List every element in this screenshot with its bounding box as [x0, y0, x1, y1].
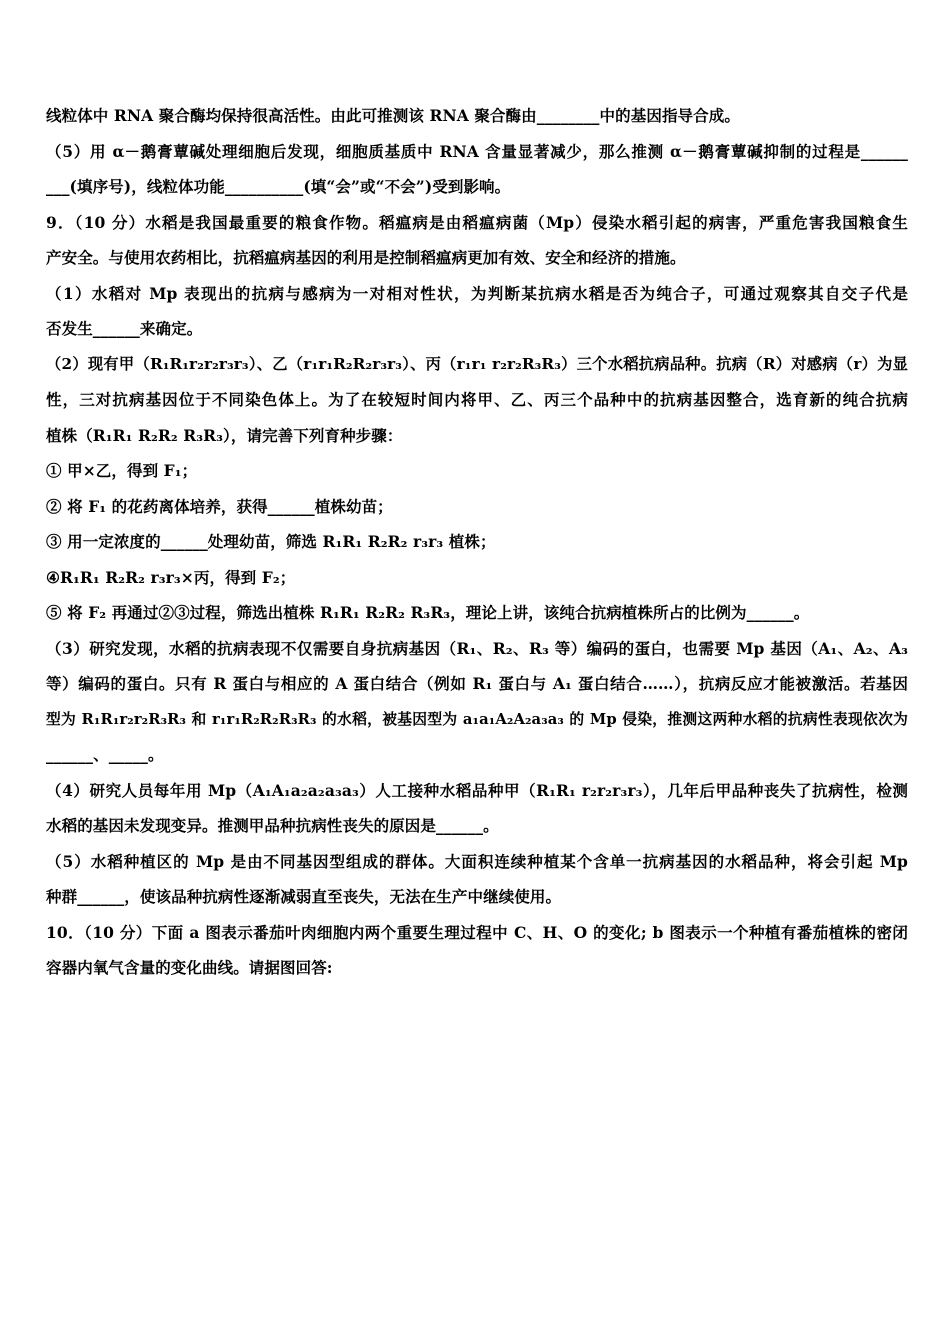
- step-line: ② 将 F₁ 的花药离体培养，获得______植株幼苗；: [46, 496, 393, 516]
- text-line: （2）现有甲（R₁R₁r₂r₂r₃r₃）、乙（r₁r₁R₂R₂r₃r₃）、丙（r₁r₁ r₂r₂R₃R₃）三个水稻抗病品种。抗病（R）对感病（r）为显: [46, 354, 908, 373]
- step-line: ⑤ 将 F₂ 再通过②③过程，筛选出植株 R₁R₁ R₂R₂ R₃R₃，理论上讲，该纯合抗病植株所占的比例为______。: [46, 603, 810, 622]
- text-line: （3）研究发现，水稻的抗病表现不仅需要自身抗病基因（R₁、R₂、R₃ 等）编码的蛋白，也需要 Mp 基因（A₁、A₂、A₃: [46, 638, 908, 658]
- text-line: 等）编码的蛋白。只有 R 蛋白与相应的 A 蛋白结合（例如 R₁ 蛋白与 A₁ 蛋白结合……），抗病反应才能被激活。若基因: [46, 674, 908, 693]
- text-line: 性，三对抗病基因位于不同染色体上。为了在较短时间内将甲、乙、丙三个品种中的抗病基因整合，选育新的纯合抗病: [46, 390, 908, 409]
- question-9-line: 9．（10 分）水稻是我国最重要的粮食作物。稻瘟病是由稻瘟病菌（Mp）侵染水稻引起的病害，严重危害我国粮食生: [46, 212, 908, 232]
- text-line: 水稻的基因未发现变异。推测甲品种抗病性丧失的原因是______。: [46, 816, 499, 835]
- text-line: 植株（R₁R₁ R₂R₂ R₃R₃），请完善下列育种步骤：: [46, 425, 403, 445]
- step-line: ④R₁R₁ R₂R₂ r₃r₃×丙，得到 F₂；: [46, 567, 296, 587]
- step-line: ① 甲×乙，得到 F₁；: [46, 461, 198, 480]
- question-10-line: 10．（10 分）下面 a 图表示番茄叶肉细胞内两个重要生理过程中 C、H、O 的变化; b 图表示一个种植有番茄植株的密闭: [46, 922, 908, 942]
- text-line: ______、_____。: [46, 745, 164, 764]
- text-line: 否发生______来确定。: [46, 319, 203, 338]
- text-line: 产安全。与使用农药相比，抗稻瘟病基因的利用是控制稻瘟病更加有效、安全和经济的措施。: [46, 248, 686, 267]
- text-line: 容器内氧气含量的变化曲线。请据图回答:: [46, 958, 333, 977]
- document-body: [46, 98, 908, 986]
- text-line: 型为 R₁R₁r₂r₂R₃R₃ 和 r₁r₁R₂R₂R₃R₃ 的水稻，被基因型为 a₁a₁A₂A₂a₃a₃ 的 Mp 侵染，推测这两种水稻的抗病性表现依次为: [46, 710, 908, 728]
- text-line: （5）用 α－鹅膏蕈碱处理细胞后发现，细胞质基质中 RNA 含量显著减少，那么推测 α－鹅膏蕈碱抑制的过程是______: [46, 141, 908, 161]
- text-line: ___(填序号)，线粒体功能__________(填“会”或“不会”)受到影响。: [46, 177, 511, 196]
- text-line: 线粒体中 RNA 聚合酶均保持很高活性。由此可推测该 RNA 聚合酶由________中的基因指导合成。: [46, 106, 740, 125]
- step-line: ③ 用一定浓度的______处理幼苗，筛选 R₁R₁ R₂R₂ r₃r₃ 植株；: [46, 532, 496, 551]
- text-line: 种群______，使该品种抗病性逐渐减弱直至丧失，无法在生产中继续使用。: [46, 887, 562, 906]
- text-line: （4）研究人员每年用 Mp（A₁A₁a₂a₂a₃a₃）人工接种水稻品种甲（R₁R₁ r₂r₂r₃r₃），几年后甲品种丧失了抗病性，检测: [46, 780, 908, 800]
- text-line: （1）水稻对 Mp 表现出的抗病与感病为一对相对性状，为判断某抗病水稻是否为纯合子，可通过观察其自交子代是: [46, 283, 908, 303]
- text-line: （5）水稻种植区的 Mp 是由不同基因型组成的群体。大面积连续种植某个含单一抗病基因的水稻品种，将会引起 Mp: [46, 851, 908, 871]
